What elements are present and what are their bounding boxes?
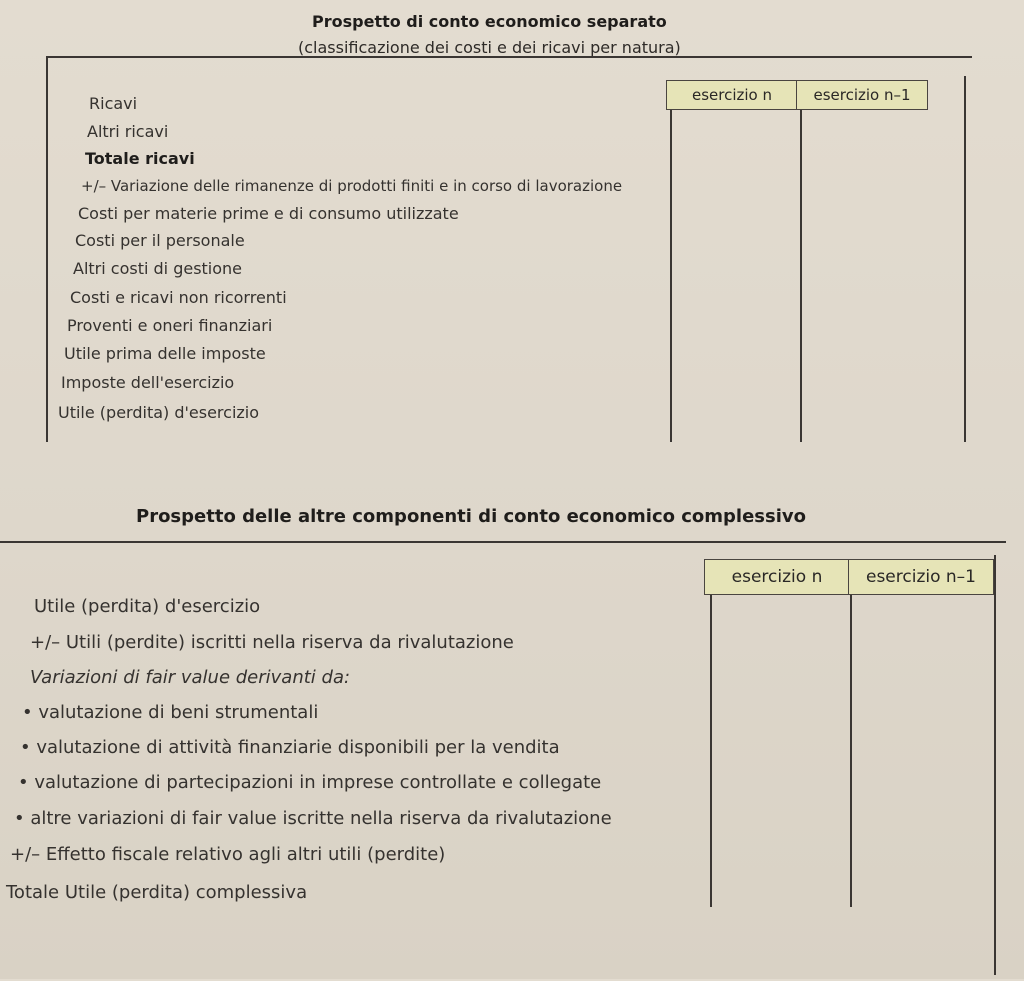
table1-title: Prospetto di conto economico separato — [312, 12, 667, 31]
table1-row: +/– Variazione delle rimanenze di prodotti finiti e in corso di lavorazione — [81, 177, 623, 195]
table1-right-border — [964, 76, 966, 442]
table1-subtitle: (classificazione dei costi e dei ricavi per natura) — [298, 38, 681, 57]
table1-row-total: Totale ricavi — [85, 149, 195, 168]
table1-row: Ricavi — [89, 94, 138, 113]
table1-row: Costi per il personale — [75, 231, 245, 250]
table2-row-bullet: • altre variazioni di fair value iscritte nella riserva da rivalutazione — [14, 808, 612, 829]
table1-col-divider-1 — [670, 110, 672, 442]
table1-row: Costi per materie prime e di consumo utilizzate — [78, 204, 459, 223]
table2-col-header-n: esercizio n — [704, 559, 850, 595]
table2-row-bullet: • valutazione di beni strumentali — [22, 702, 319, 723]
table2-col-divider-2 — [850, 595, 852, 907]
table2-row: +/– Effetto fiscale relativo agli altri utili (perdite) — [10, 844, 446, 865]
table1-row: Utile (perdita) d'esercizio — [58, 403, 260, 422]
table2-row: Utile (perdita) d'esercizio — [34, 596, 261, 617]
table1-col-divider-2 — [800, 110, 802, 442]
table2-row-heading: Variazioni di fair value derivanti da: — [30, 667, 351, 688]
table1-row: Costi e ricavi non ricorrenti — [70, 288, 287, 307]
table1-row: Altri ricavi — [87, 122, 169, 141]
table2-row: +/– Utili (perdite) iscritti nella riserva da rivalutazione — [30, 632, 514, 653]
table1-col-header-n: esercizio n — [666, 80, 798, 110]
table2-row-bullet: • valutazione di partecipazioni in imprese controllate e collegate — [18, 772, 602, 793]
table2-right-border — [994, 555, 996, 975]
table2-title: Prospetto delle altre componenti di conto economico complessivo — [136, 506, 806, 527]
table2-row-total: Totale Utile (perdita) complessiva — [6, 882, 308, 903]
table1-row: Altri costi di gestione — [73, 259, 243, 278]
table1-col-header-n1: esercizio n–1 — [796, 80, 928, 110]
table1-row: Proventi e oneri finanziari — [67, 316, 273, 335]
table2-row-bullet: • valutazione di attività finanziarie disponibili per la vendita — [20, 737, 560, 758]
table2-col-divider-1 — [710, 595, 712, 907]
table2-col-header-n1: esercizio n–1 — [848, 559, 994, 595]
table1-row: Utile prima delle imposte — [64, 344, 266, 363]
table1-row: Imposte dell'esercizio — [61, 373, 235, 392]
